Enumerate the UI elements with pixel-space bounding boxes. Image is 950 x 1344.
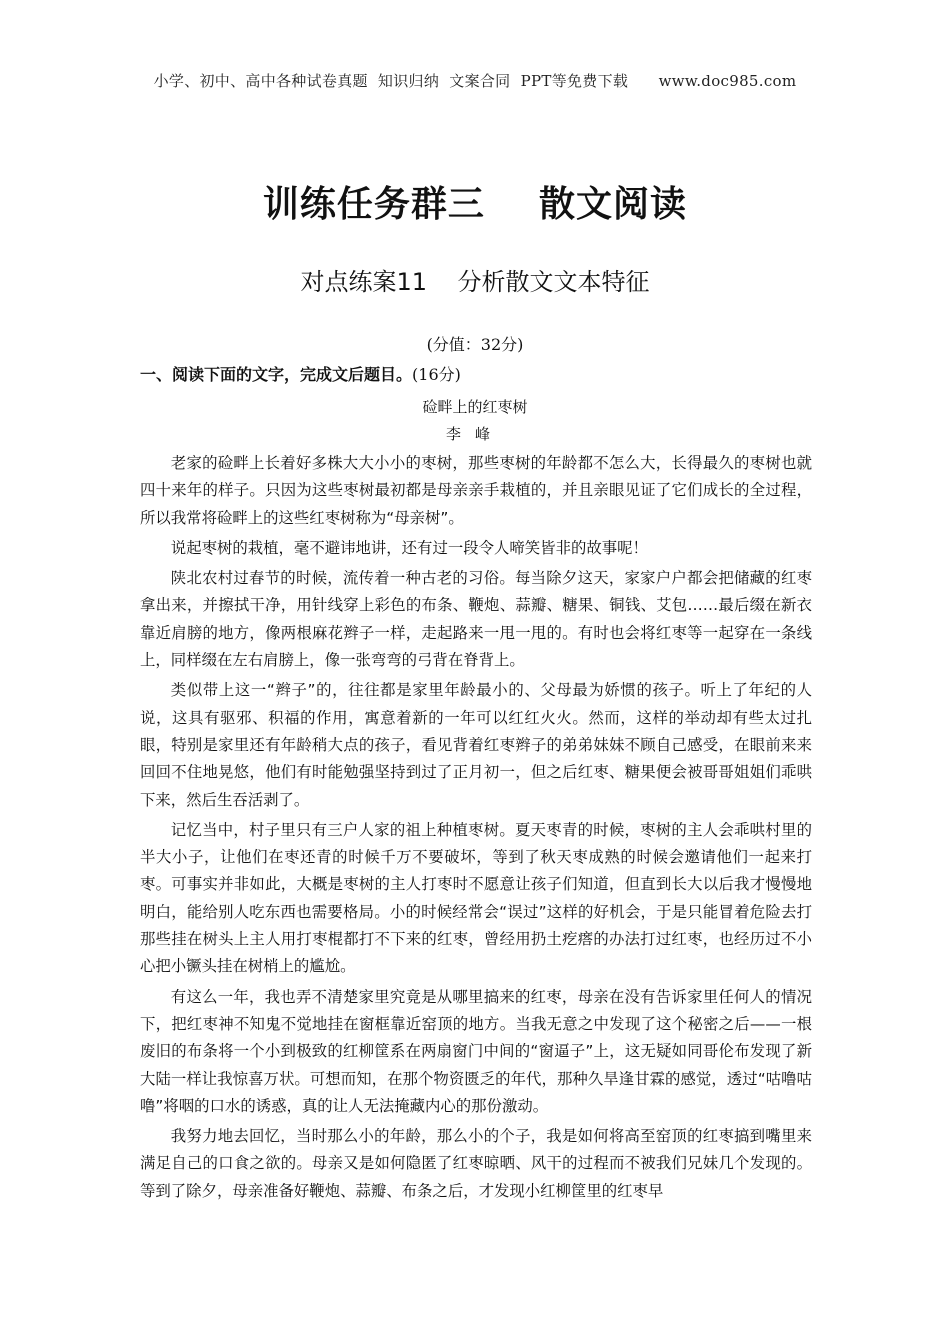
section-heading bbox=[140, 362, 461, 385]
article-title: 硷畔上的红枣树 bbox=[422, 398, 528, 416]
paragraph: 我努力地去回忆，当时那么小的年龄，那么小的个子，我是如何将高至窑顶的红枣搞到嘴里来满足自己的口食之欲的。母亲又是如何隐匿了红枣晾晒、风干的过程而不被我们兄妹几个发现的。等到了除夕，母亲准备好鞭炮、蒜瓣、布条之后，才发现小红柳筐里的红枣早 bbox=[140, 1127, 812, 1200]
main-title: 训练任务群三 散文阅读 bbox=[262, 184, 688, 225]
paragraph: 老家的硷畔上长着好多株大大小小的枣树，那些枣树的年龄都不怎么大，长得最久的枣树也就四十来年的样子。只因为这些枣树最初都是母亲亲手栽植的，并且亲眼见证了它们成长的全过程，所以我常将硷畔上的这些红枣树称为“母亲树”。 bbox=[140, 454, 812, 527]
paragraph: 说起枣树的栽植，毫不避讳地讲，还有过一段令人啼笑皆非的故事呢！ bbox=[170, 538, 648, 557]
paragraph: 类似带上这一“辫子”的，往往都是家里年龄最小的、父母最为娇惯的孩子。听上了年纪的人说，这具有驱邪、积福的作用，寓意着新的一年可以红红火火。然而，这样的举动却有些太过扎眼，特别是家里还有年龄稍大点的孩子，看见背着红枣辫子的弟弟妹妹不顾自己感受，在眼前来来回回不住地晃悠，他们有时能勉强坚持到过了正月初一，但之后红枣、糖果便会被哥哥姐姐们乖哄下来，然后生吞活剥了。 bbox=[140, 681, 812, 809]
sub-title: 对点练案11 分析散文文本特征 bbox=[300, 268, 650, 296]
paragraph: 记忆当中，村子里只有三户人家的祖上种植枣树。夏天枣青的时候，枣树的主人会乖哄村里的半大小子，让他们在枣还青的时候千万不要破坏，等到了秋天枣成熟的时候会邀请他们一起来打枣。可事实并非如此，大概是枣树的主人打枣时不愿意让孩子们知道，但直到长大以后我才慢慢地明白，能给别人吃东西也需要格局。小的时候经常会“误过”这样的好机会，于是只能冒着危险去打那些挂在树头上主人用打枣棍都打不下来的红枣，曾经用扔土疙瘩的办法打过红枣，也经历过不小心把小镢头挂在树梢上的尴尬。 bbox=[140, 820, 812, 976]
article-body bbox=[140, 450, 812, 1208]
section-points: (16分) bbox=[412, 365, 461, 384]
section-heading-text: 一、阅读下面的文字，完成文后题目。 bbox=[140, 365, 413, 384]
page-header: 小学、初中、高中各种试卷真题 知识归纳 文案合同 PPT等免费下载 www.doc985.com bbox=[153, 72, 797, 90]
article-author: 李峰 bbox=[445, 425, 504, 443]
paragraph: 有这么一年，我也弄不清楚家里究竟是从哪里搞来的红枣，母亲在没有告诉家里任何人的情况下，把红枣神不知鬼不觉地挂在窗框靠近窑顶的地方。当我无意之中发现了这个秘密之后——一根废旧的布条将一个小到极致的红柳筐系在两扇窗门中间的“窗逼子”上，这无疑如同哥伦布发现了新大陆一样让我惊喜万状。可想而知，在那个物资匮乏的年代，那种久旱逢甘霖的感觉，透过“咕噜咕噜”将咽的口水的诱惑，真的让人无法掩藏内心的那份激动。 bbox=[140, 987, 812, 1115]
score-note: (分值：32分) bbox=[426, 335, 524, 354]
paragraph: 陕北农村过春节的时候，流传着一种古老的习俗。每当除夕这天，家家户户都会把储藏的红枣拿出来，并擦拭干净，用针线穿上彩色的布条、鞭炮、蒜瓣、糖果、铜钱、艾包……最后缀在新衣靠近肩膀的地方，像两根麻花辫子一样，走起路来一甩一甩的。有时也会将红枣等一起穿在一条线上，同样缀在左右肩膀上，像一张弯弯的弓背在脊背上。 bbox=[140, 569, 812, 670]
